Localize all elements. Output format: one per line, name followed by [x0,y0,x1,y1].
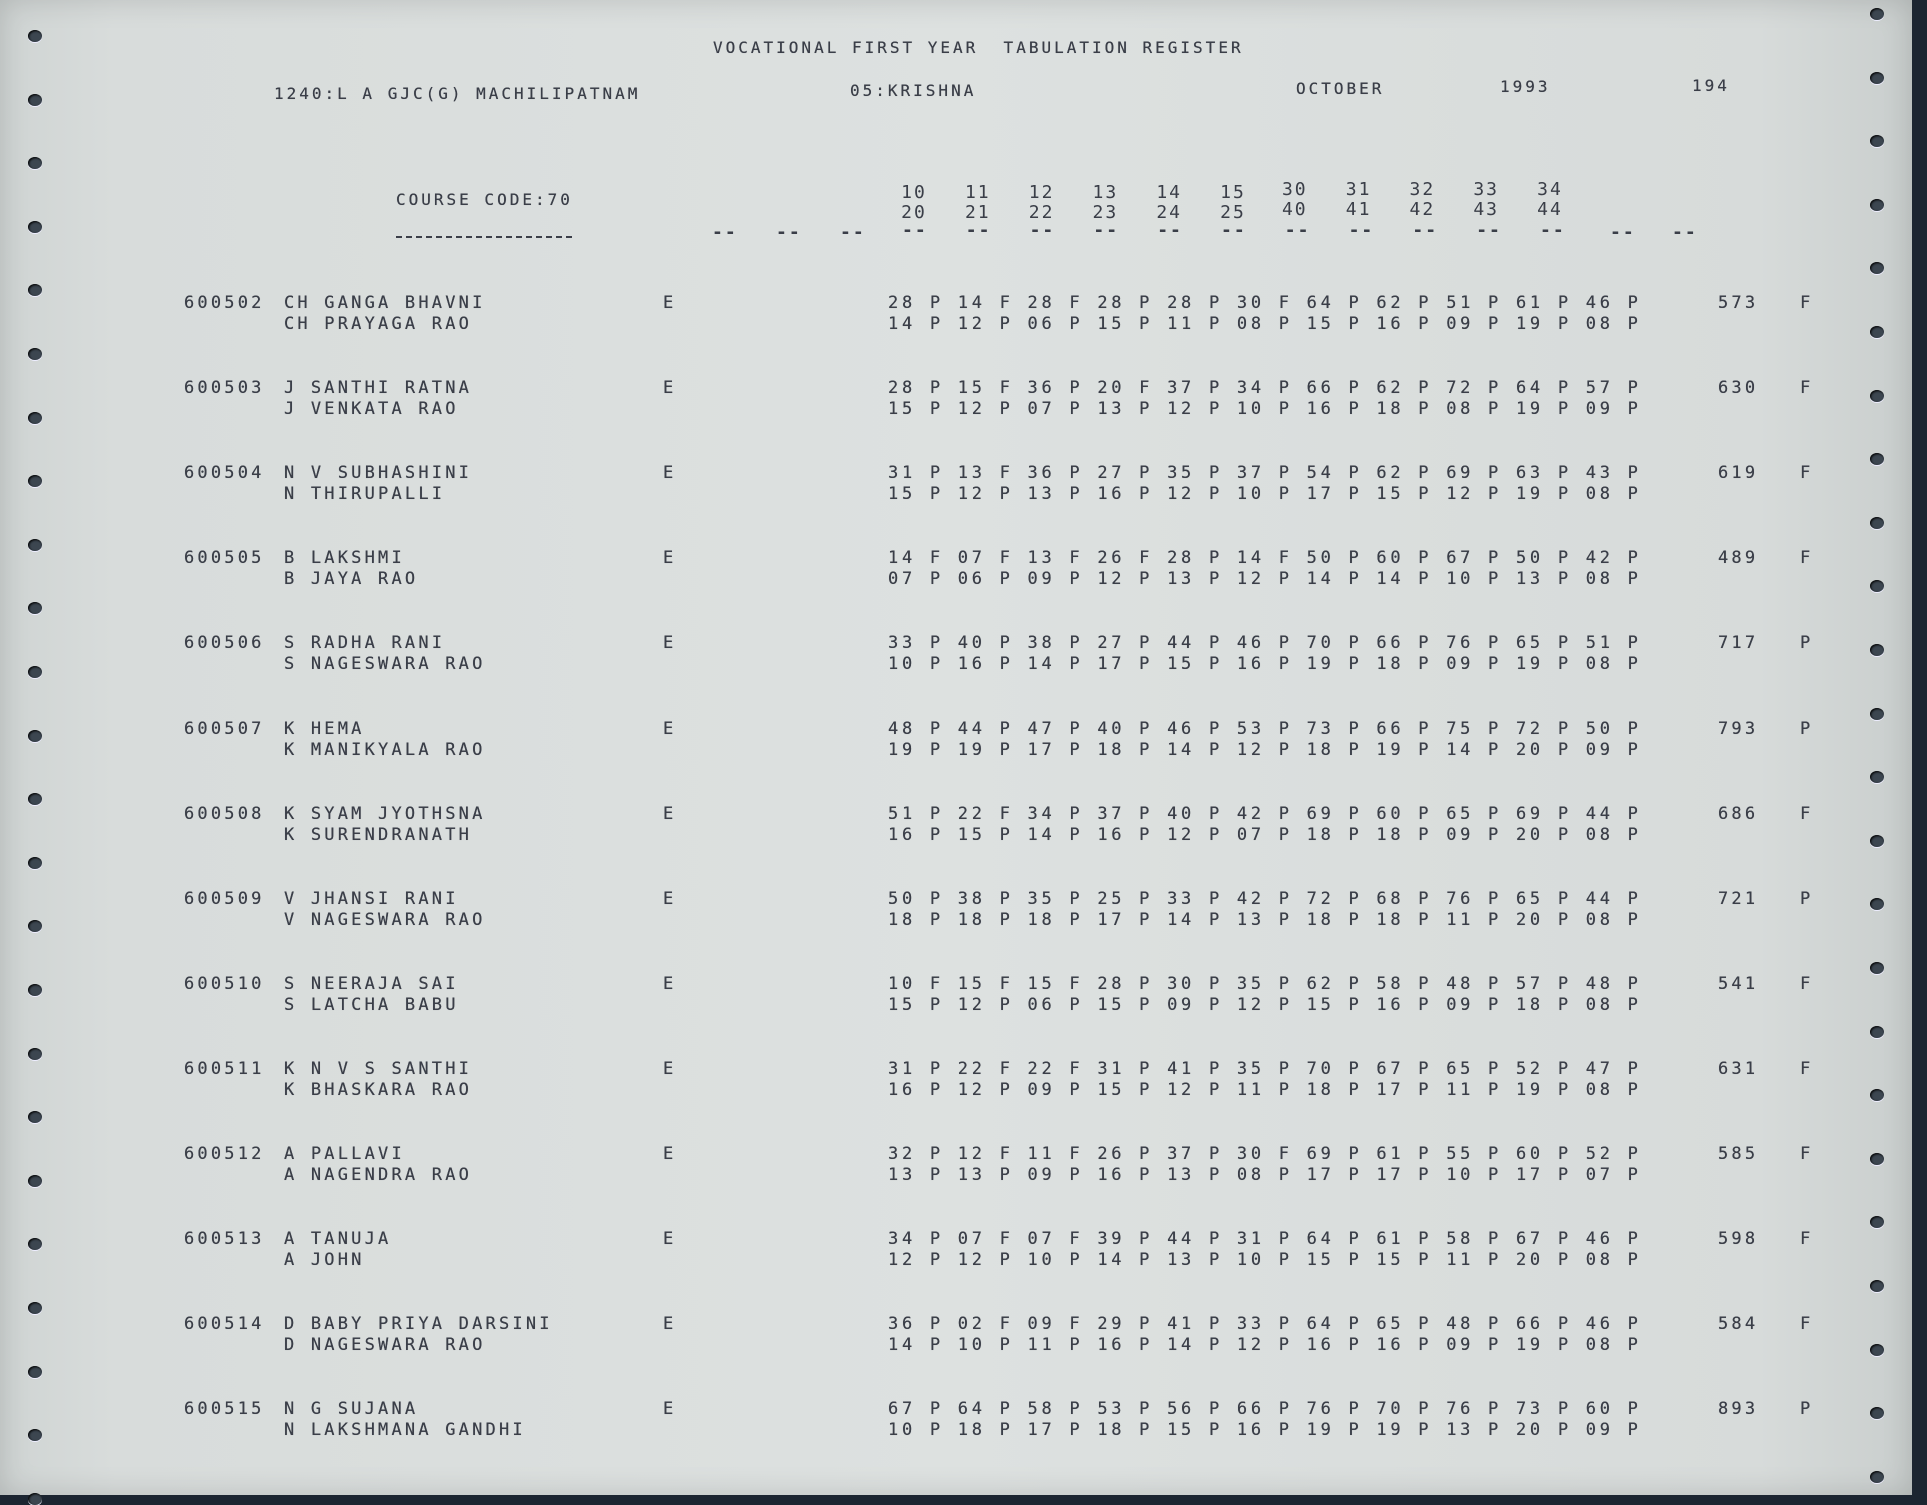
district-name: 05:KRISHNA [850,81,977,100]
student-record [0,1229,1900,1289]
subject-code-bottom: 21 [964,202,991,223]
medium-code: E [663,633,677,654]
course-code: COURSE CODE:70 [396,190,573,209]
marks-line-1: 10 F 15 F 15 F 28 P 30 P 35 P 62 P 58 P 48 P 57 P 48 P [888,973,1642,994]
register-title: VOCATIONAL FIRST YEAR TABULATION REGISTER [713,38,1244,57]
marks-line-2: 13 P 13 P 09 P 16 P 13 P 08 P 17 P 17 P 10 P 17 P 07 P [888,1165,1642,1185]
roll-number: 600504 [184,463,265,484]
roll-number: 600512 [184,1144,265,1164]
subject-code-top: 34 [1537,179,1563,200]
tractor-hole [1870,199,1884,211]
student-name: A TANUJA [284,1229,392,1250]
marks-line-1: 34 P 07 F 07 F 39 P 44 P 31 P 64 P 61 P 58 P 67 P 46 P [888,1229,1642,1250]
total-marks: 630 [1718,378,1759,399]
marks-line-1: 31 P 13 F 36 P 27 P 35 P 37 P 54 P 62 P 69 P 63 P 43 P [888,463,1642,484]
total-marks: 717 [1718,633,1759,654]
parent-name: A NAGENDRA RAO [284,1165,473,1185]
subject-code-bottom: 44 [1537,199,1563,220]
subject-underline: -- [1157,220,1183,241]
subject-code-bottom: 40 [1281,199,1308,220]
student-record [0,974,1900,1034]
result-code: F [1800,973,1814,994]
parent-name: N LAKSHMANA GANDHI [284,1420,526,1441]
total-marks: 541 [1718,973,1759,994]
roll-number: 600514 [184,1314,265,1335]
roll-number: 600515 [184,1399,265,1420]
parent-name: K MANIKYALA RAO [284,739,486,760]
roll-number: 600503 [184,378,265,399]
subject-underline: -- [712,222,738,243]
marks-line-1: 14 F 07 F 13 F 26 F 28 P 14 F 50 P 60 P 67 P 50 P 42 P [888,548,1642,569]
marks-line-2: 10 P 18 P 17 P 18 P 15 P 16 P 19 P 19 P 13 P 20 P 09 P [888,1420,1642,1441]
subject-code-bottom: 43 [1473,199,1500,220]
result-code: F [1800,463,1814,484]
result-code: F [1800,293,1814,313]
student-record [0,719,1900,779]
parent-name: S NAGESWARA RAO [284,654,486,675]
subject-code-bottom: 23 [1092,202,1119,223]
marks-line-2: 07 P 06 P 09 P 12 P 13 P 12 P 14 P 14 P 10 P 13 P 08 P [888,569,1642,590]
tractor-hole [28,30,42,42]
student-name: B LAKSHMI [284,548,405,569]
tractor-hole [1870,1471,1884,1483]
result-code: P [1800,1399,1814,1420]
roll-number: 600513 [184,1229,265,1250]
parent-name: B JAYA RAO [284,569,419,590]
tractor-hole [28,157,42,169]
parent-name: CH PRAYAGA RAO [284,314,473,334]
roll-number: 600505 [184,548,265,569]
subject-code-bottom: 20 [901,202,927,223]
student-name: D BABY PRIYA DARSINI [284,1314,553,1335]
marks-line-1: 32 P 12 F 11 F 26 P 37 P 30 F 69 P 61 P 55 P 60 P 52 P [888,1144,1642,1164]
student-record [0,293,1900,353]
marks-line-2: 15 P 12 P 13 P 16 P 12 P 10 P 17 P 15 P 12 P 19 P 08 P [888,484,1642,505]
roll-number: 600510 [184,973,265,994]
medium-code: E [663,803,677,824]
student-record [0,1314,1900,1374]
total-marks: 893 [1718,1399,1759,1420]
college-name: 1240:L A GJC(G) MACHILIPATNAM [274,84,641,103]
subject-code-top: 11 [964,182,991,203]
medium-code: E [663,1144,677,1164]
subject-underline: -- [1221,220,1247,241]
student-name: N V SUBHASHINI [284,463,473,484]
medium-code: E [663,548,677,569]
marks-line-1: 28 P 14 F 28 F 28 P 28 P 30 F 64 P 62 P 51 P 61 P 46 P [888,293,1642,313]
parent-name: K BHASKARA RAO [284,1079,473,1100]
marks-line-2: 15 P 12 P 07 P 13 P 12 P 10 P 16 P 18 P 08 P 19 P 09 P [888,399,1642,420]
marks-line-2: 12 P 12 P 10 P 14 P 13 P 10 P 15 P 15 P 11 P 20 P 08 P [888,1250,1642,1271]
exam-year: 1993 [1500,77,1551,96]
subject-code-top: 10 [901,182,927,203]
subject-code-top: 32 [1409,179,1436,200]
result-code: F [1800,803,1814,824]
student-name: A PALLAVI [284,1144,405,1164]
subject-underline: -- [1610,222,1636,243]
student-record [0,548,1900,608]
result-code: F [1800,1314,1814,1335]
medium-code: E [663,973,677,994]
subject-underline: -- [1284,220,1311,241]
student-record [0,633,1900,693]
result-code: P [1800,888,1814,909]
tractor-hole [1870,72,1884,84]
course-code-underline [396,236,572,238]
subject-underline: -- [840,222,866,243]
total-marks: 686 [1718,803,1759,824]
roll-number: 600511 [184,1058,265,1079]
subject-code-top: 33 [1473,179,1500,200]
parent-name: S LATCHA BABU [284,994,459,1015]
student-record [0,889,1900,949]
tractor-hole [1870,135,1884,147]
result-code: P [1800,633,1814,654]
subject-underline: -- [965,220,992,241]
marks-line-2: 16 P 15 P 14 P 16 P 12 P 07 P 18 P 18 P 09 P 20 P 08 P [888,824,1642,845]
student-name: V JHANSI RANI [284,888,459,909]
parent-name: V NAGESWARA RAO [284,909,486,930]
roll-number: 600502 [184,293,265,313]
medium-code: E [663,1399,677,1420]
marks-line-2: 14 P 10 P 11 P 16 P 14 P 12 P 16 P 16 P 09 P 19 P 08 P [888,1335,1642,1356]
subject-code-bottom: 41 [1345,199,1372,220]
subject-code-top: 31 [1345,179,1372,200]
student-name: K HEMA [284,718,365,739]
subject-code-bottom: 25 [1220,202,1246,223]
student-name: N G SUJANA [284,1399,419,1420]
marks-line-1: 67 P 64 P 58 P 53 P 56 P 66 P 76 P 70 P 76 P 73 P 60 P [888,1399,1642,1420]
result-code: F [1800,1229,1814,1250]
total-marks: 793 [1718,718,1759,739]
medium-code: E [663,1229,677,1250]
marks-line-2: 14 P 12 P 06 P 15 P 11 P 08 P 15 P 16 P 09 P 19 P 08 P [888,314,1642,334]
tractor-hole [28,1048,42,1060]
student-record [0,1144,1900,1204]
marks-line-1: 28 P 15 F 36 P 20 F 37 P 34 P 66 P 62 P 72 P 64 P 57 P [888,378,1642,399]
exam-month: OCTOBER [1296,79,1385,98]
student-record [0,804,1900,864]
tractor-hole [1870,1216,1884,1228]
student-name: S NEERAJA SAI [284,973,459,994]
total-marks: 584 [1718,1314,1759,1335]
student-name: K N V S SANTHI [284,1058,473,1079]
marks-line-2: 18 P 18 P 18 P 17 P 14 P 13 P 18 P 18 P 11 P 20 P 08 P [888,909,1642,930]
marks-line-1: 33 P 40 P 38 P 27 P 44 P 46 P 70 P 66 P 76 P 65 P 51 P [888,633,1642,654]
subject-underline: -- [1093,220,1120,241]
roll-number: 600506 [184,633,265,654]
medium-code: E [663,1058,677,1079]
subject-code-bottom: 24 [1156,202,1183,223]
student-record [0,463,1900,523]
total-marks: 585 [1718,1144,1759,1164]
tractor-hole [1870,962,1884,974]
subject-code-top: 12 [1028,182,1055,203]
subject-underline: -- [1348,220,1375,241]
roll-number: 600509 [184,888,265,909]
parent-name: D NAGESWARA RAO [284,1335,486,1356]
parent-name: J VENKATA RAO [284,399,459,420]
marks-line-1: 48 P 44 P 47 P 40 P 46 P 53 P 73 P 66 P 75 P 72 P 50 P [888,718,1642,739]
result-code: F [1800,1058,1814,1079]
total-marks: 619 [1718,463,1759,484]
tractor-hole [28,94,42,106]
marks-line-2: 16 P 12 P 09 P 15 P 12 P 11 P 18 P 17 P 11 P 19 P 08 P [888,1079,1642,1100]
marks-line-1: 36 P 02 F 09 F 29 P 41 P 33 P 64 P 65 P 48 P 66 P 46 P [888,1314,1642,1335]
total-marks: 631 [1718,1058,1759,1079]
result-code: F [1800,378,1814,399]
subject-underline: -- [1412,220,1439,241]
student-record [0,378,1900,438]
subject-code-top: 15 [1220,182,1246,203]
total-marks: 489 [1718,548,1759,569]
student-name: K SYAM JYOTHSNA [284,803,486,824]
subject-underline: -- [1476,220,1502,241]
subject-underline: -- [1540,220,1566,241]
total-marks: 573 [1718,293,1759,313]
tractor-hole [1870,262,1884,274]
medium-code: E [663,378,677,399]
medium-code: E [663,293,677,313]
marks-line-2: 15 P 12 P 06 P 15 P 09 P 12 P 15 P 16 P 09 P 18 P 08 P [888,994,1642,1015]
parent-name: N THIRUPALLI [284,484,446,505]
student-name: J SANTHI RATNA [284,378,473,399]
tractor-hole [28,221,42,233]
tractor-hole [1870,8,1884,20]
subject-underline: -- [1029,220,1056,241]
total-marks: 598 [1718,1229,1759,1250]
subject-code-top: 14 [1156,182,1183,203]
medium-code: E [663,718,677,739]
marks-line-2: 10 P 16 P 14 P 17 P 15 P 16 P 19 P 18 P 09 P 19 P 08 P [888,654,1642,675]
result-code: F [1800,548,1814,569]
total-marks: 721 [1718,888,1759,909]
marks-line-1: 50 P 38 P 35 P 25 P 33 P 42 P 72 P 68 P 76 P 65 P 44 P [888,888,1642,909]
result-code: F [1800,1144,1814,1164]
subject-underline: -- [902,220,928,241]
subject-code-top: 13 [1092,182,1119,203]
marks-line-1: 51 P 22 F 34 P 37 P 40 P 42 P 69 P 60 P 65 P 69 P 44 P [888,803,1642,824]
tractor-hole [28,1302,42,1314]
medium-code: E [663,463,677,484]
parent-name: K SURENDRANATH [284,824,473,845]
student-name: S RADHA RANI [284,633,446,654]
subject-code-bottom: 22 [1028,202,1055,223]
medium-code: E [663,888,677,909]
roll-number: 600507 [184,718,265,739]
parent-name: A JOHN [284,1250,365,1271]
page-number: 194 [1692,76,1730,95]
result-code: P [1800,718,1814,739]
student-record [0,1399,1900,1459]
roll-number: 600508 [184,803,265,824]
subject-underline: -- [1672,222,1698,243]
medium-code: E [663,1314,677,1335]
subject-underline: -- [776,222,802,243]
subject-code-top: 30 [1281,179,1308,200]
student-record [0,1059,1900,1119]
marks-line-1: 31 P 22 F 22 F 31 P 41 P 35 P 70 P 67 P 65 P 52 P 47 P [888,1058,1642,1079]
subject-code-bottom: 42 [1409,199,1436,220]
marks-line-2: 19 P 19 P 17 P 18 P 14 P 12 P 18 P 19 P 14 P 20 P 09 P [888,739,1642,760]
student-name: CH GANGA BHAVNI [284,293,486,313]
